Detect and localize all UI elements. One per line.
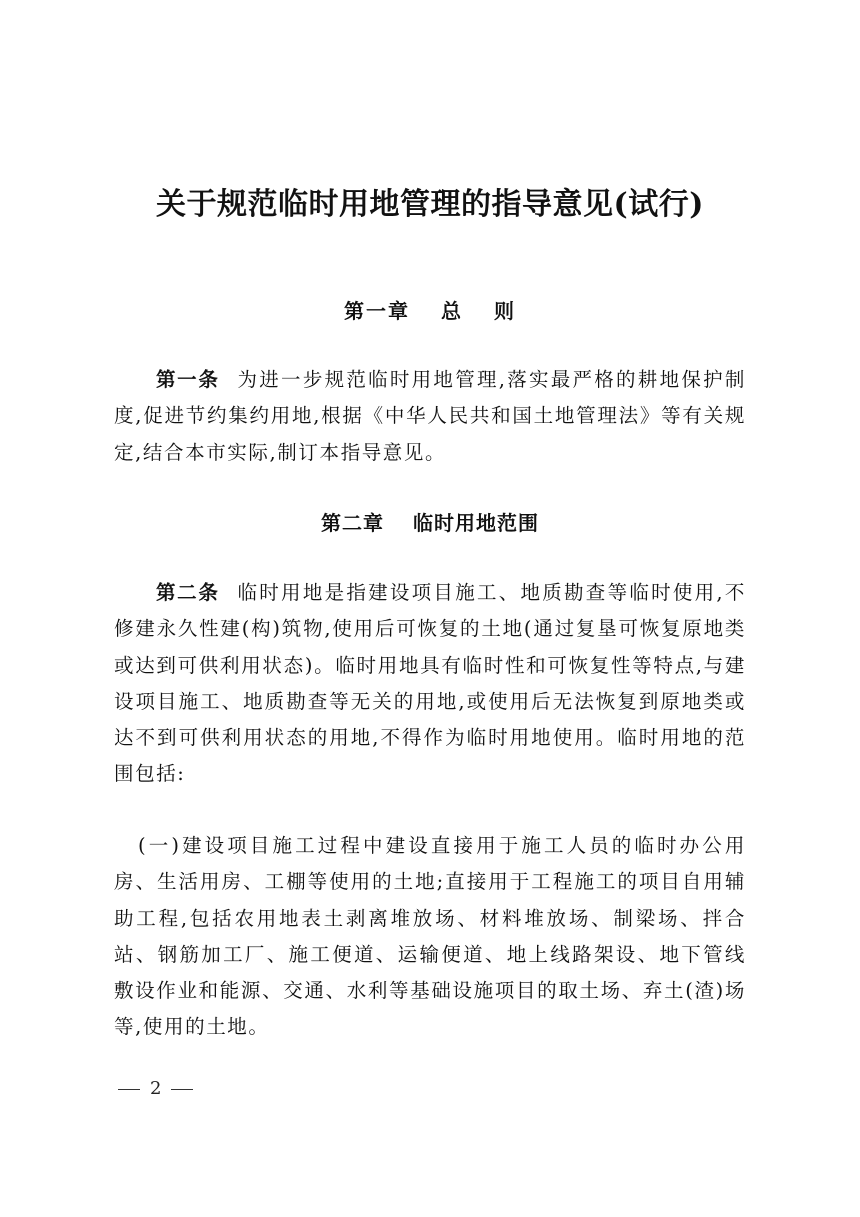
article-2-text: 临时用地是指建设项目施工、地质勘查等临时使用,不修建永久性建(构)筑物,使用后可恢复的土地(通过复垦可恢复原地类或达到可供利用状态)。临时用地具有临时性和可恢复性等特点,与建设项目施工、地质勘查等无关的用地,或使用后无法恢复到原地类或达不到可供利用状态的用地,不得作为临时用地使用。临时用地的范围包括: (114, 581, 746, 786)
page-footer (118, 1077, 193, 1101)
article-1-label: 第一条 (156, 368, 220, 391)
item-1-text: (一)建设项目施工过程中建设直接用于施工人员的临时办公用房、生活用房、工棚等使用的土地;直接用于工程施工的项目自用辅助工程,包括农用地表土剥离堆放场、材料堆放场、制梁场、拌合站、钢筋加工厂、施工便道、运输便道、地上线路架设、地下管线敷设作业和能源、交通、水利等基础设施项目的取土场、弃土(渣)场等,使用的土地。 (114, 834, 746, 1039)
footer-right-dash (171, 1089, 193, 1090)
article-2-paragraph (114, 575, 746, 793)
chapter-1-heading: 第一章 总 则 (344, 299, 516, 323)
article-1-text: 为进一步规范临时用地管理,落实最严格的耕地保护制度,促进节约集约用地,根据《中华人民共和国土地管理法》等有关规定,结合本市实际,制订本指导意见。 (114, 368, 746, 464)
page-number: 2 (150, 1078, 162, 1099)
chapter-2-heading: 第二章 临时用地范围 (321, 511, 539, 535)
article-2-label: 第二条 (156, 581, 220, 604)
document-title: 关于规范临时用地管理的指导意见(试行) (156, 187, 704, 222)
article-1-paragraph (114, 362, 746, 471)
footer-left-dash (118, 1089, 140, 1090)
item-1-paragraph (114, 828, 746, 1046)
